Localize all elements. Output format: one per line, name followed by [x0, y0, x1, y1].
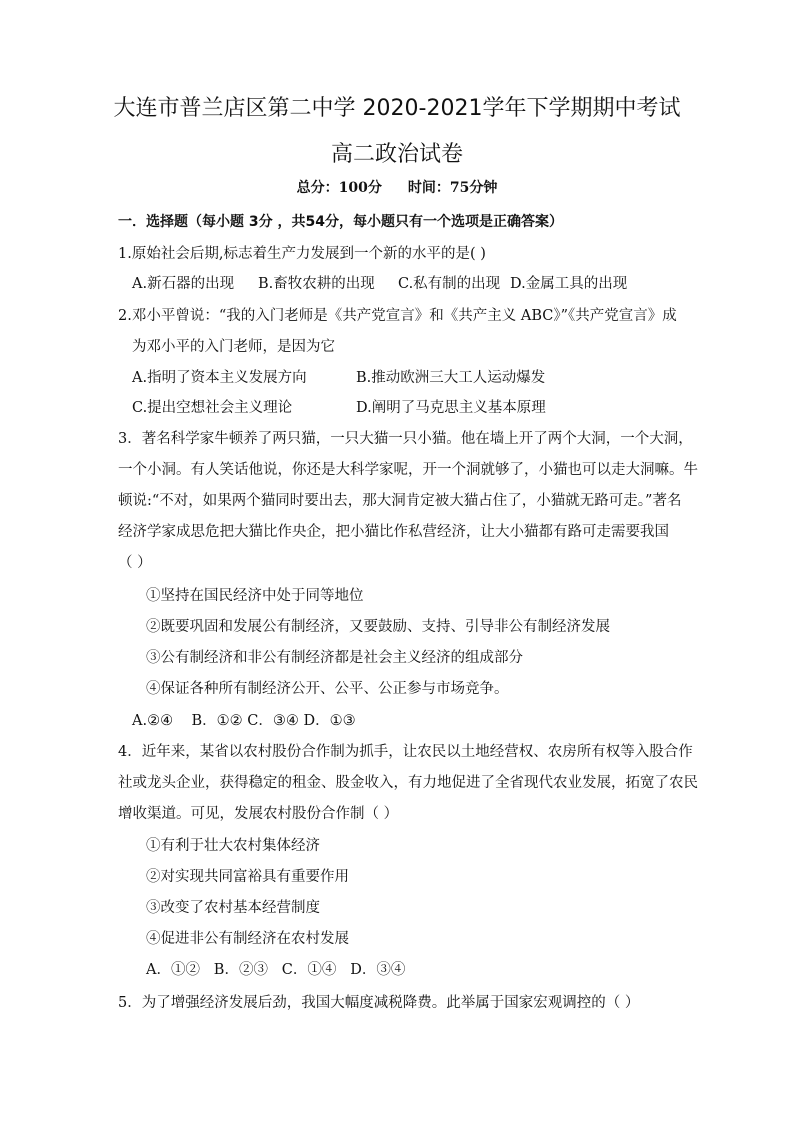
section-heading: 一．选择题（每小题 3分 ，共54分，每小题只有一个选项是正确答案） — [118, 214, 563, 230]
question-3-stem-line-5: （ ） — [118, 555, 152, 571]
q1-option-d: D.金属工具的出现 — [510, 276, 628, 292]
question-3-stem-line-3: 顿说:“不对，如果两个猫同时要出去，那大洞肯定被大猫占住了，小猫就无路可走。”著名 — [118, 493, 682, 509]
q4-item-1: ①有利于壮大农村集体经济 — [146, 838, 320, 854]
q4-item-3: ③改变了农村基本经营制度 — [146, 900, 320, 916]
exam-subtitle: 高二政治试卷 — [330, 142, 463, 167]
exam-title: 大连市普兰店区第二中学 2020-2021学年下学期期中考试 — [113, 96, 681, 121]
question-4-stem-line-2: 社或龙头企业，获得稳定的租金、股金收入，有力地促进了全省现代农业发展，拓宽了农民 — [118, 775, 698, 791]
question-4-stem-line-3: 增收渠道。可见，发展农村股份合作制（ ） — [118, 806, 399, 822]
q3-item-1: ①坚持在国民经济中处于同等地位 — [146, 588, 364, 604]
q2-option-a: A.指明了资本主义发展方向 — [132, 370, 307, 386]
q4-item-2: ②对实现共同富裕具有重要作用 — [146, 869, 349, 885]
q4-item-4: ④促进非公有制经济在农村发展 — [146, 931, 349, 947]
question-1-options — [132, 274, 627, 294]
q2-option-c: C.提出空想社会主义理论 — [132, 400, 293, 416]
question-1-stem: 1.原始社会后期,标志着生产力发展到一个新的水平的是( ) — [118, 246, 486, 262]
question-3-stem-line-1: 3．著名科学家牛顿养了两只猫，一只大猫一只小猫。他在墙上开了两个大洞，一个大洞， — [118, 431, 693, 447]
q2-option-d: D.阐明了马克思主义基本原理 — [356, 400, 546, 416]
question-2-options-row-2 — [132, 398, 546, 418]
question-2-stem-line-2: 为邓小平的入门老师，是因为它 — [132, 339, 335, 355]
exam-meta — [0, 178, 794, 198]
question-4-stem-line-1: 4．近年来，某省以农村股份合作制为抓手，让农民以土地经营权、农房所有权等入股合作 — [118, 744, 693, 760]
q1-option-a: A.新石器的出现 — [132, 276, 235, 292]
q1-option-b: B.畜牧农耕的出现 — [258, 276, 375, 292]
question-3-stem-line-2: 一个小洞。有人笑话他说，你还是大科学家呢，开一个洞就够了，小猫也可以走大洞嘛。牛 — [118, 462, 698, 478]
total-score: 总分：100分 — [296, 180, 382, 196]
q1-option-c: C.私有制的出现 — [398, 276, 501, 292]
q3-item-3: ③公有制经济和非公有制经济都是社会主义经济的组成部分 — [146, 650, 523, 666]
question-4-options: A．①② B．②③ C．①④ D．③④ — [146, 962, 406, 978]
question-5-stem: 5．为了增强经济发展后劲，我国大幅度减税降费。此举属于国家宏观调控的（ ） — [118, 995, 640, 1011]
exam-time: 时间：75分钟 — [407, 180, 498, 196]
q3-item-4: ④保证各种所有制经济公开、公平、公正参与市场竞争。 — [146, 681, 509, 697]
question-2-options-row-1 — [132, 368, 545, 388]
question-3-options: A.②④ B．①② C．③④ D．①③ — [132, 713, 356, 729]
q3-item-2: ②既要巩固和发展公有制经济，又要鼓励、支持、引导非公有制经济发展 — [146, 619, 610, 635]
question-3-stem-line-4: 经济学家成思危把大猫比作央企，把小猫比作私营经济，让大小猫都有路可走需要我国 — [118, 524, 669, 540]
question-2-stem-line-1: 2.邓小平曾说：“我的入门老师是《共产党宣言》和《共产主义 ABC》”《共产党宣言》成 — [118, 308, 677, 324]
q2-option-b: B.推动欧洲三大工人运动爆发 — [356, 370, 546, 386]
